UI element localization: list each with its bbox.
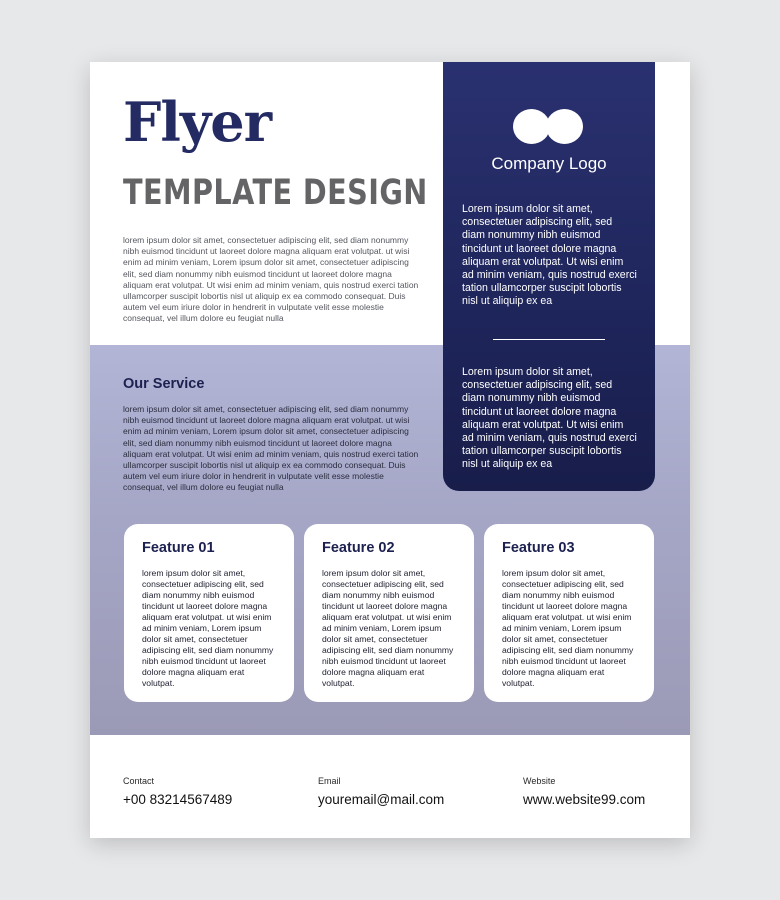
flyer-subtitle: TEMPLATE DESIGN xyxy=(123,173,428,213)
website-label: Website xyxy=(523,776,556,786)
intro-paragraph: lorem ipsum dolor sit amet, consectetuer adipiscing elit, sed diam nonummy nibh euismod tincidunt ut laoreet dolore magna aliquam erat volutpat. ut wisi enim ad minim veniam, Lorem ipsum dolor sit amet, consectetuer adipiscing elit, sed diam nonummy nibh euismod tincidunt ut laoreet dolore magna aliquam erat volutpat. Ut wisi enim ad minim veniam, quis nostrud exerci tation ullamcorper suscipit lobortis nisl ut aliquip ex ea commodo consequat. Duis autem vel eum iriure dolor in hendrerit in vulputate velit esse molestie consequat, vel illum dolore eu feugiat nulla xyxy=(123,235,419,324)
feature-title: Feature 03 xyxy=(502,540,575,556)
feature-text: lorem ipsum dolor sit amet, consectetuer adipiscing elit, sed diam nonummy nibh euismod tincidunt ut laoreet dolore magna aliquam erat volutpat. ut wisi enim ad minim veniam, Lorem ipsum dolor sit amet, consectetuer adipiscing elit, sed diam nonummy nibh euismod tincidunt ut laoreet dolore magna aliquam erat volutpat. xyxy=(142,568,274,688)
company-panel xyxy=(443,62,655,491)
logo-circle-right xyxy=(546,109,583,144)
feature-card-1 xyxy=(124,524,294,702)
feature-card-2 xyxy=(304,524,474,702)
email-label: Email xyxy=(318,776,341,786)
service-heading: Our Service xyxy=(123,376,205,392)
feature-title: Feature 01 xyxy=(142,540,215,556)
contact-phone-block xyxy=(123,776,232,807)
contact-website: www.website99.com xyxy=(523,792,646,807)
feature-card-3 xyxy=(484,524,654,702)
company-logo-icon xyxy=(513,109,585,145)
contact-email: youremail@mail.com xyxy=(318,792,445,807)
logo-circle-left xyxy=(513,109,550,144)
contact-phone: +00 83214567489 xyxy=(123,792,233,807)
panel-paragraph-2: Lorem ipsum dolor sit amet, consectetuer adipiscing elit, sed diam nonummy nibh euismod tincidunt ut laoreet dolore magna aliquam erat volutpat. Ut wisi enim ad minim veniam, quis nostrud exerci tation ullamcorper suscipit lobortis nisl ut aliquip ex ea xyxy=(462,366,637,471)
contact-label: Contact xyxy=(123,776,155,786)
service-paragraph: lorem ipsum dolor sit amet, consectetuer adipiscing elit, sed diam nonummy nibh euismod tincidunt ut laoreet dolore magna aliquam erat volutpat. ut wisi enim ad minim veniam, Lorem ipsum dolor sit amet, consectetuer adipiscing elit, sed diam nonummy nibh euismod tincidunt ut laoreet dolore magna aliquam erat volutpat. Ut wisi enim ad minim veniam, quis nostrud exerci tation ullamcorper suscipit lobortis nisl ut aliquip ex ea commodo consequat. Duis autem vel eum iriure dolor in hendrerit in vulputate velit esse molestie consequat, vel illum dolore eu feugiat nulla xyxy=(123,404,419,493)
flyer-page xyxy=(90,62,690,838)
feature-title: Feature 02 xyxy=(322,540,395,556)
contact-email-block xyxy=(318,776,444,807)
feature-text: lorem ipsum dolor sit amet, consectetuer adipiscing elit, sed diam nonummy nibh euismod tincidunt ut laoreet dolore magna aliquam erat volutpat. ut wisi enim ad minim veniam, Lorem ipsum dolor sit amet, consectetuer adipiscing elit, sed diam nonummy nibh euismod tincidunt ut laoreet dolore magna aliquam erat volutpat. xyxy=(322,568,454,688)
company-logo-label: Company Logo xyxy=(491,154,607,173)
panel-paragraph-1: Lorem ipsum dolor sit amet, consectetuer adipiscing elit, sed diam nonummy nibh euismod tincidunt ut laoreet dolore magna aliquam erat volutpat. Ut wisi enim ad minim veniam, quis nostrud exerci tation ullamcorper suscipit lobortis nisl ut aliquip ex ea xyxy=(462,203,637,308)
feature-text: lorem ipsum dolor sit amet, consectetuer adipiscing elit, sed diam nonummy nibh euismod tincidunt ut laoreet dolore magna aliquam erat volutpat. ut wisi enim ad minim veniam, Lorem ipsum dolor sit amet, consectetuer adipiscing elit, sed diam nonummy nibh euismod tincidunt ut laoreet dolore magna aliquam erat volutpat. xyxy=(502,568,634,688)
flyer-title: Flyer xyxy=(123,90,272,154)
panel-divider xyxy=(493,339,605,340)
contact-website-block xyxy=(523,776,645,807)
